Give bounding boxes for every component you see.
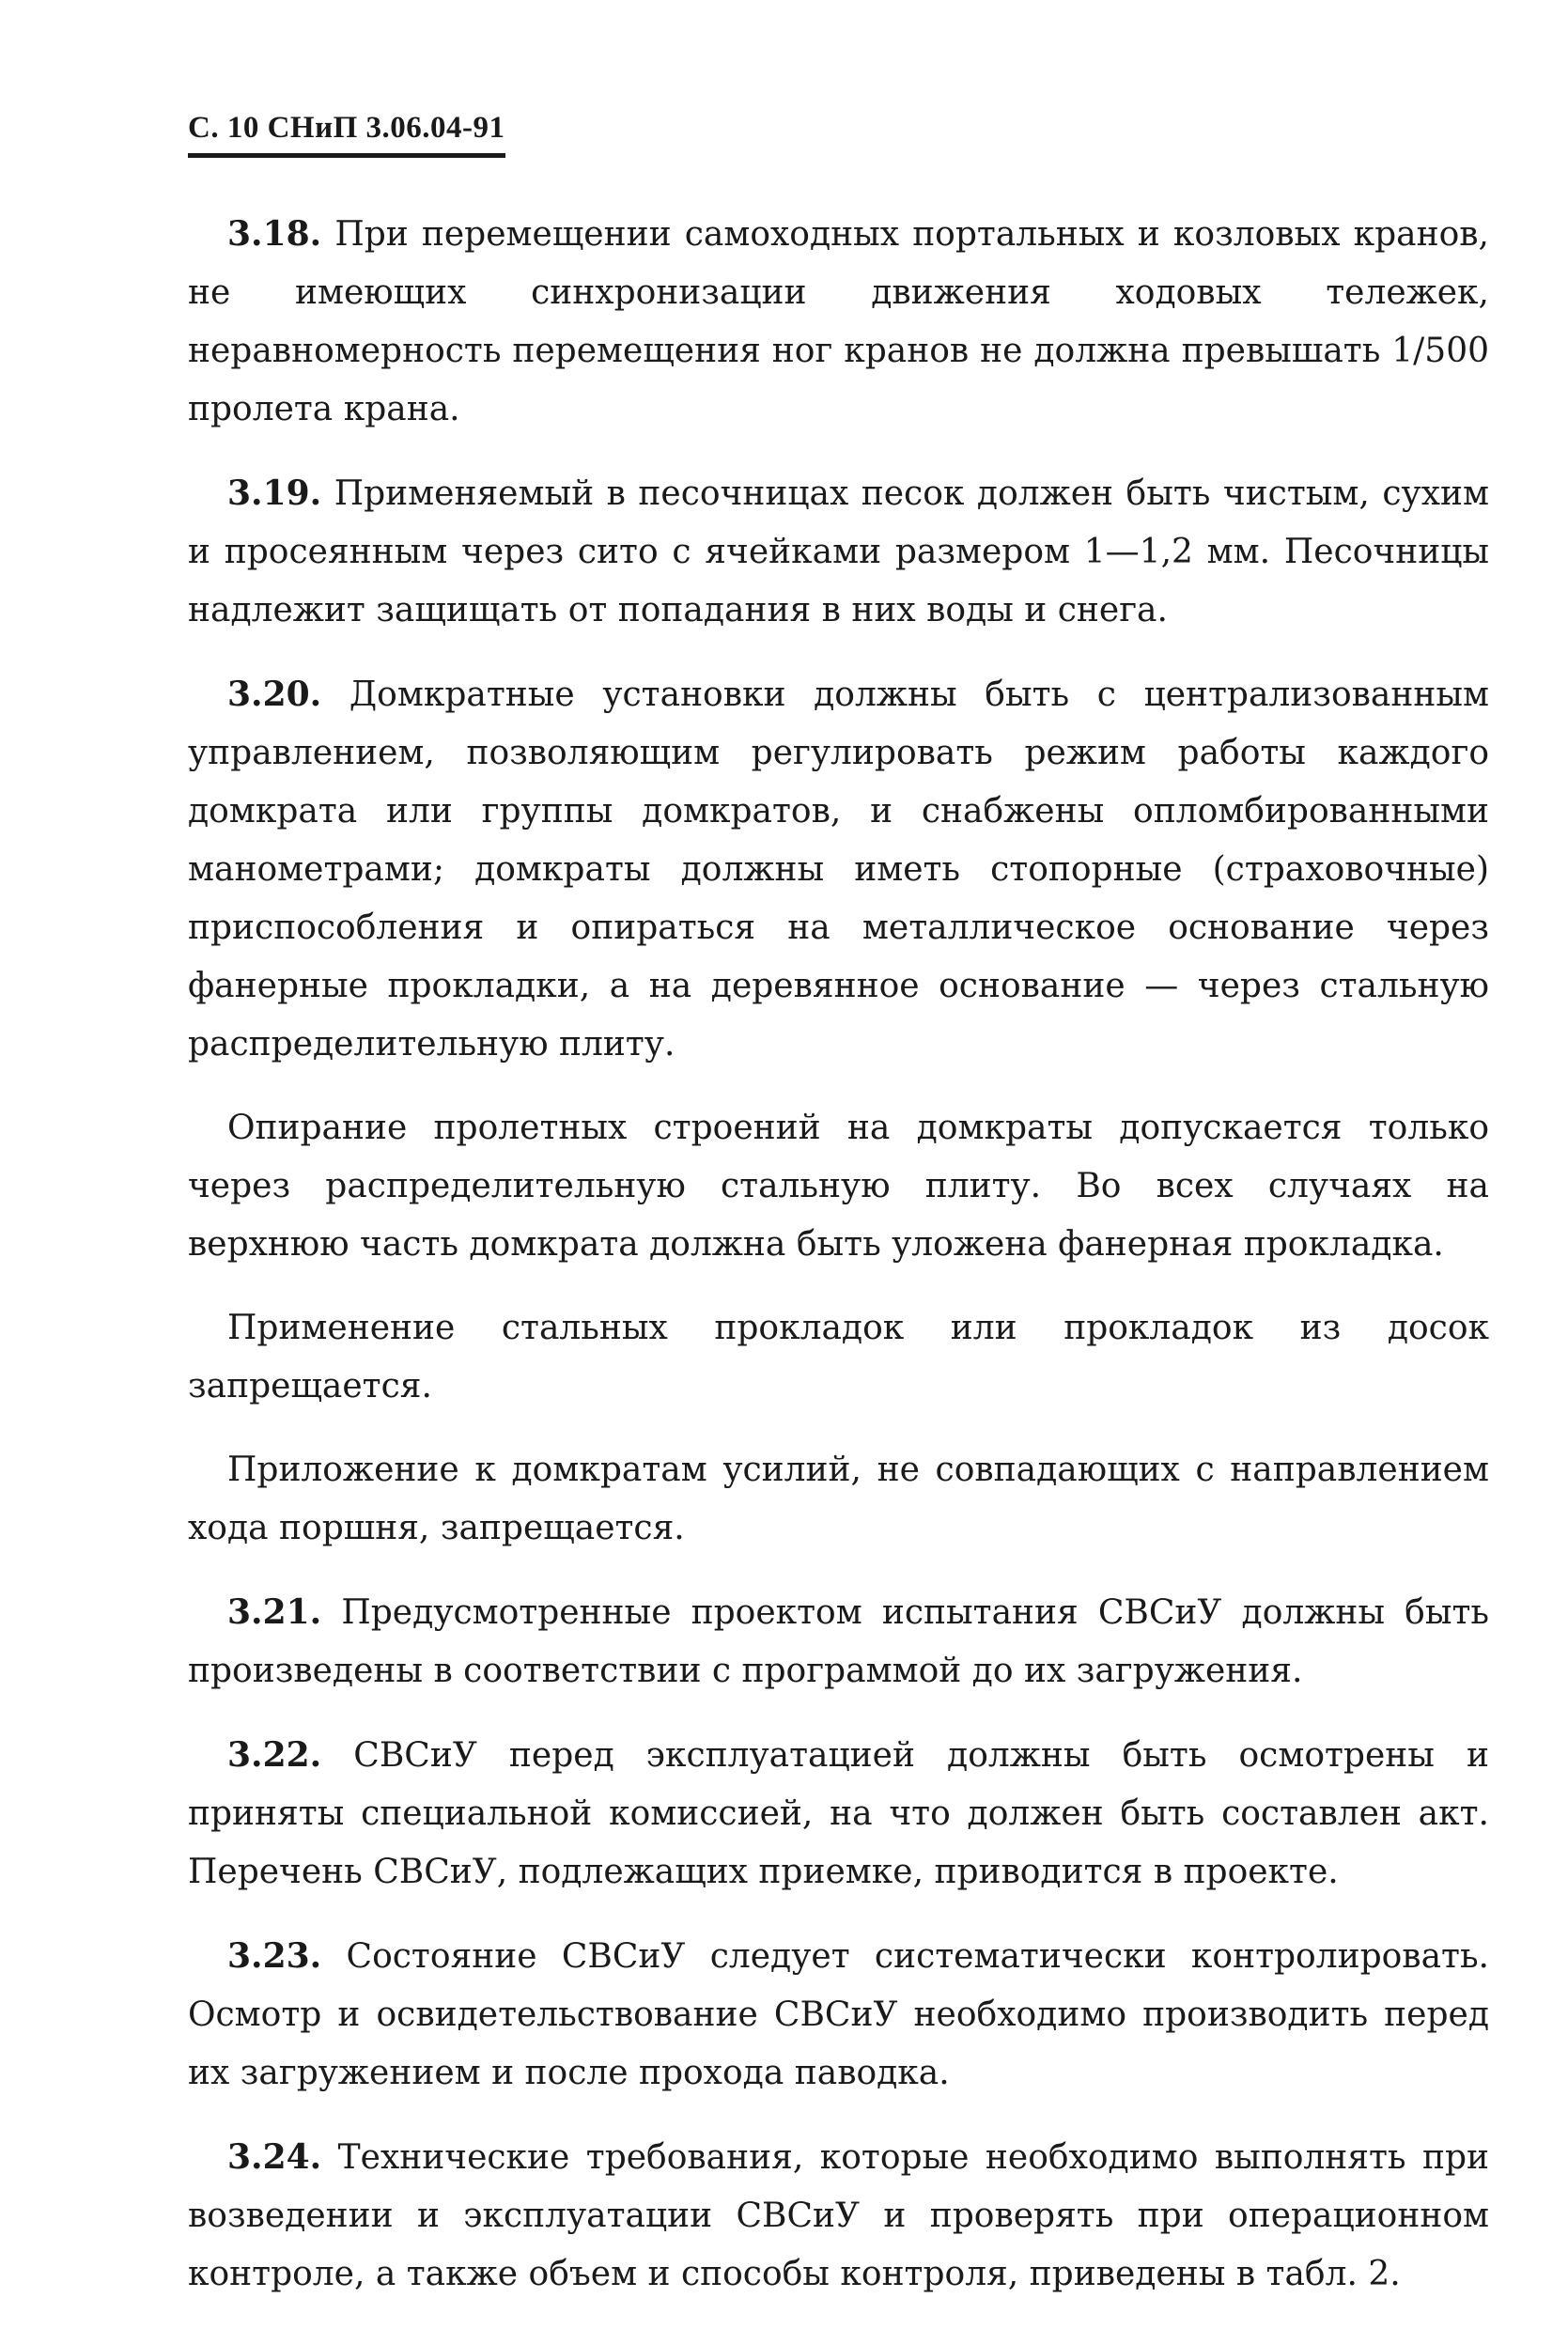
paragraph-text: Домкратные установки должны быть с централизованным управлением, позволяющим регулировать режим работы каждого домкрата или группы домкратов, и снабжены опломбированными манометрами; домкраты должны иметь стопорные (страховочные) приспособления и опираться на металлическое основание через фанерные прокладки, а на деревянное основание — через стальную распределительную плиту. bbox=[188, 675, 1489, 1064]
paragraph-text: Опирание пролетных строений на домкраты допускается только через распределительную стальную плиту. Во всех случаях на верхнюю часть домкрата должна быть уложена фанерная прокладка. bbox=[188, 1109, 1489, 1264]
paragraph-3-20-support bbox=[188, 1099, 1489, 1274]
paragraph-3-19 bbox=[188, 464, 1489, 640]
paragraph-text: Применяемый в песочницах песок должен быть чистым, сухим и просеянным через сито с ячейками размером 1—1,2 мм. Песочницы надлежит защищать от попадания в них воды и снега. bbox=[188, 474, 1489, 629]
paragraph-3-22 bbox=[188, 1726, 1489, 1902]
paragraph-3-20-gaskets bbox=[188, 1299, 1489, 1416]
paragraph-3-20 bbox=[188, 665, 1489, 1074]
paragraph-number: 3.21. bbox=[227, 1592, 322, 1632]
paragraph-text: Предусмотренные проектом испытания СВСиУ должны быть произведены в соответствии с программой до их загружения. bbox=[188, 1593, 1490, 1690]
paragraph-number: 3.20. bbox=[227, 675, 322, 714]
paragraph-text: Технические требования, которые необходимо выполнять при возведении и эксплуатации СВСиУ и проверять при операционном контроле, а также объем и способы контроля, приведены в табл. 2. bbox=[188, 2138, 1489, 2293]
paragraph-number: 3.19. bbox=[227, 474, 322, 513]
paragraph-text: Приложение к домкратам усилий, не совпадающих с направлением хода поршня, запрещается. bbox=[188, 1451, 1489, 1547]
paragraph-number: 3.22. bbox=[227, 1735, 322, 1775]
document-body bbox=[188, 205, 1489, 2329]
paragraph-text: Состояние СВСиУ следует систематически контролировать. Осмотр и освидетельствование СВСиУ необходимо производить перед их загружением и после прохода паводка. bbox=[188, 1937, 1489, 2092]
paragraph-number: 3.24. bbox=[227, 2137, 322, 2177]
paragraph-number: 3.18. bbox=[227, 214, 322, 254]
paragraph-3-20-forces bbox=[188, 1441, 1489, 1558]
paragraph-text: СВСиУ перед эксплуатацией должны быть осмотрены и приняты специальной комиссией, на что должен быть составлен акт. Перечень СВСиУ, подлежащих приемке, приводится в проекте. bbox=[188, 1736, 1489, 1891]
paragraph-text: При перемещении самоходных портальных и козловых кранов, не имеющих синхронизации движения ходовых тележек, неравномерность перемещения ног кранов не должна превышать 1/500 пролета крана. bbox=[188, 215, 1489, 428]
paragraph-number: 3.23. bbox=[227, 1936, 322, 1976]
paragraph-3-21 bbox=[188, 1583, 1489, 1700]
paragraph-3-23 bbox=[188, 1927, 1489, 2103]
page-header: С. 10 СНиП 3.06.04-91 bbox=[188, 111, 505, 158]
paragraph-3-18 bbox=[188, 205, 1489, 439]
paragraph-text: Применение стальных прокладок или прокладок из досок запрещается. bbox=[188, 1309, 1489, 1405]
paragraph-3-24 bbox=[188, 2128, 1489, 2304]
